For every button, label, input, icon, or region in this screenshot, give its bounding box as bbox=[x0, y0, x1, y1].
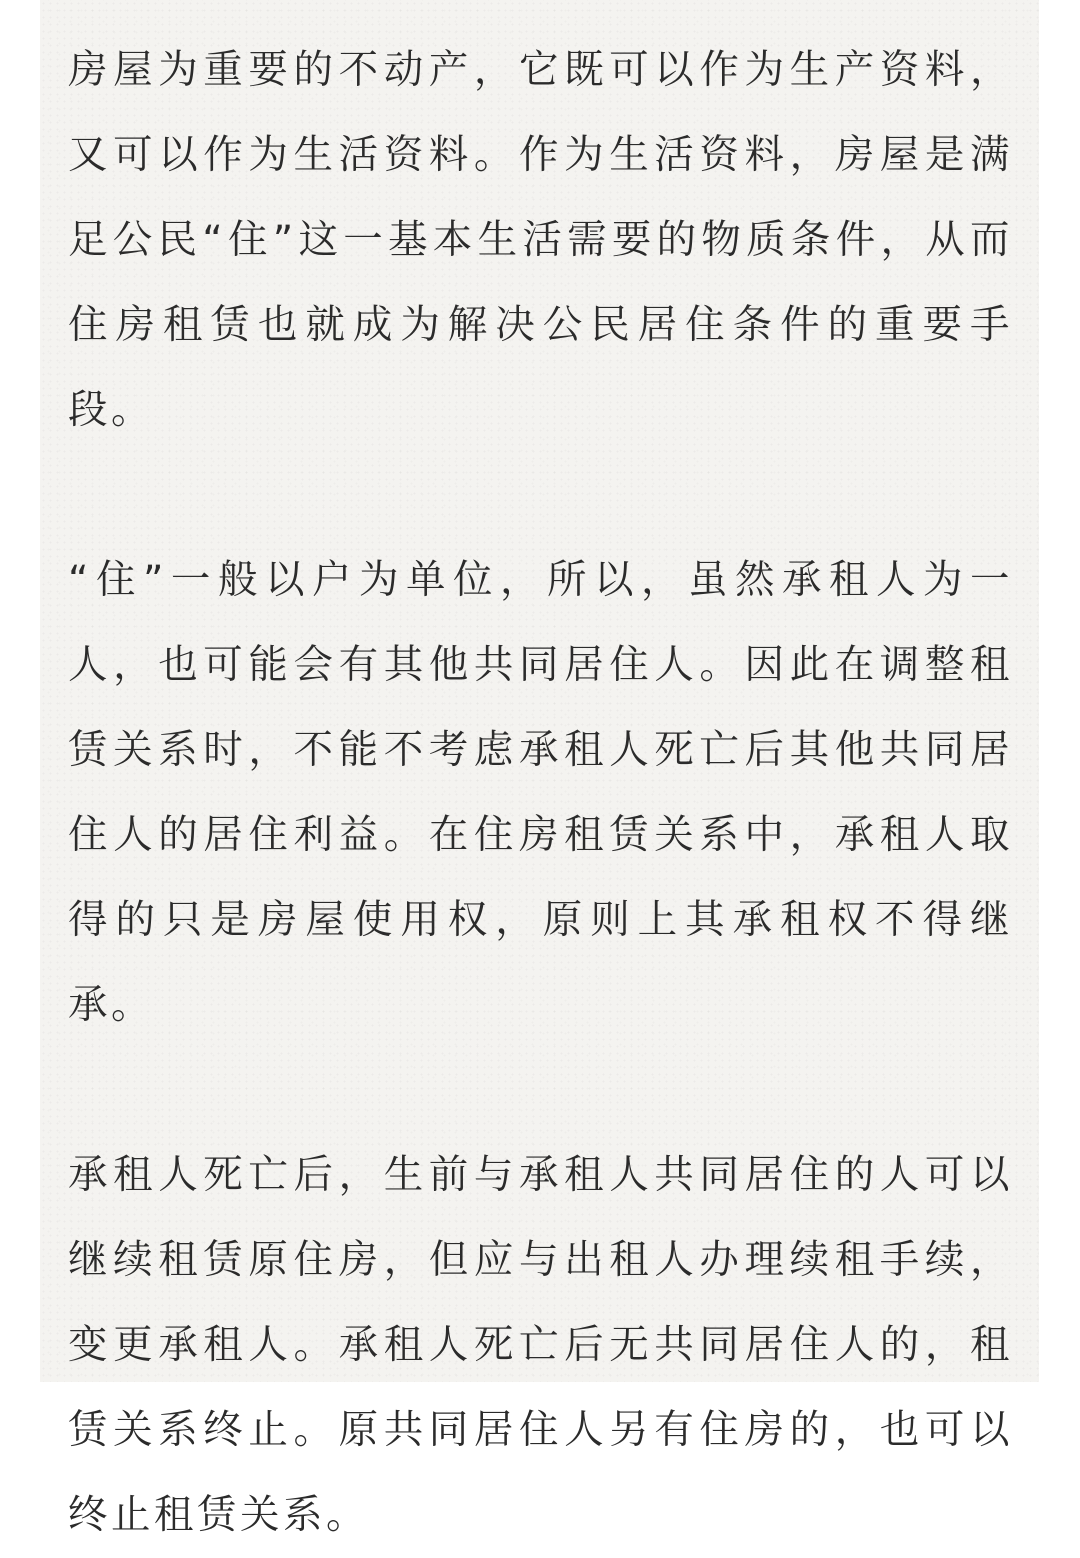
paragraph-2: “住”一般以户为单位，所以，虽然承租人为一人，也可能会有其他共同居住人。因此在调整租赁关系时，不能不考虑承租人死亡后其他共同居住人的居住利益。在住房租赁关系中，承租人取得的只是房屋使用权，原则上其承租权不得继承。 bbox=[68, 557, 1013, 1028]
paragraph-3: 承租人死亡后，生前与承租人共同居住的人可以继续租赁原住房，但应与出租人办理续租手续，变更承租人。承租人死亡后无共同居住人的，租赁关系终止。原共同居住人另有住房的，也可以终止租赁关系。 bbox=[68, 1152, 1013, 1538]
paragraph-1: 房屋为重要的不动产，它既可以作为生产资料，又可以作为生活资料。作为生活资料，房屋是满足公民“住”这一基本生活需要的物质条件，从而住房租赁也就成为解决公民居住条件的重要手段。 bbox=[68, 47, 1013, 433]
article-body bbox=[68, 28, 1013, 1558]
article-page bbox=[40, 0, 1039, 1538]
